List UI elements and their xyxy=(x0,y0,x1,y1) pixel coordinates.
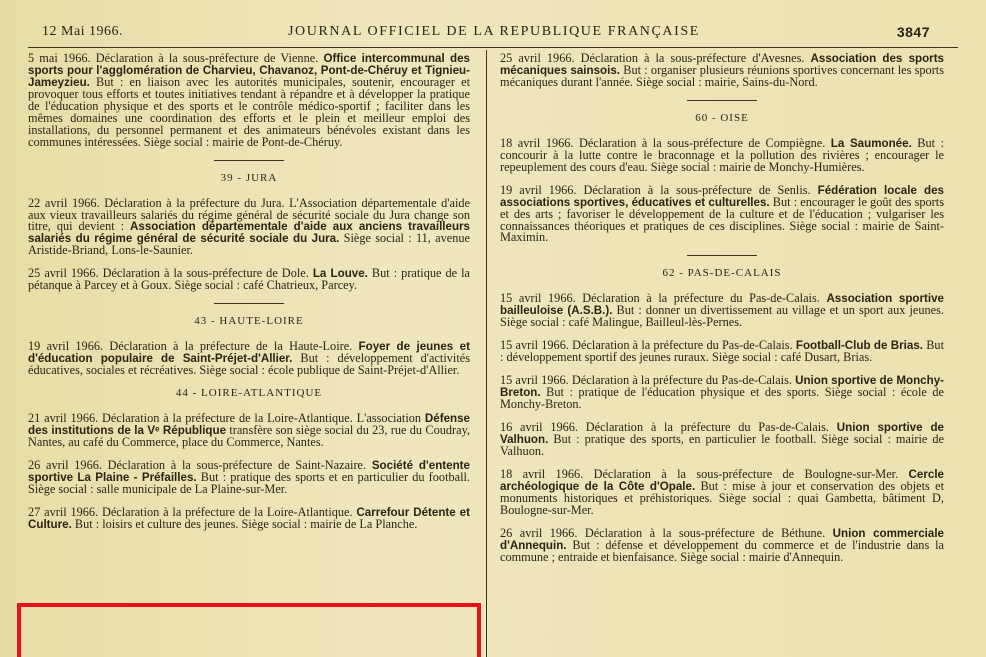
association-name: Office intercommunal des sports pour l'agglomération de Charvieu, Chavanoz, Pont-de-Chéruy et Tignieu-Jameyzieu. xyxy=(28,52,470,89)
association-name: Carrefour Détente et Culture. xyxy=(28,505,470,531)
entry-text: Siège social : 11, avenue Aristide-Briand, Lons-le-Saunier. xyxy=(28,231,470,258)
department-heading: 62 - PAS-DE-CALAIS xyxy=(662,267,782,280)
declaration-entry xyxy=(28,341,470,377)
entry-text: But : loisirs et culture des jeunes. Siège social : mairie de La Planche. xyxy=(71,516,418,531)
entry-text: But : donner un divertissement au village et un sport aux jeunes. Siège social : café Malingue, Bailleul-lès-Pernes. xyxy=(500,303,944,330)
declaration-entry xyxy=(500,135,944,174)
declaration-entry xyxy=(500,53,944,89)
department-heading: 44 - LOIRE-ATLANTIQUE xyxy=(175,387,323,400)
declaration-entry xyxy=(28,268,470,292)
entry-text: 19 avril 1966. Déclaration à la sous-préfecture de Senlis. xyxy=(500,182,818,197)
declaration-entry xyxy=(28,413,470,449)
column-separator xyxy=(486,50,487,657)
section-divider xyxy=(214,160,284,161)
section-divider xyxy=(687,100,757,101)
association-name: Fédération locale des associations sportives, éducatives et culturelles. xyxy=(500,183,945,209)
association-name: Association des sports mécaniques sainsois. xyxy=(500,52,944,77)
association-name: Défense des institutions de la Vᵉ République xyxy=(28,412,470,437)
entry-text: 15 avril 1966. Déclaration à la préfecture du Pas-de-Calais. xyxy=(500,338,796,353)
entry-text: But : développement sportif des jeunes ruraux. Siège social : café Dusart, Brias. xyxy=(500,338,944,365)
entry-text: But : mise à jour et conservation des objets et monuments historiques et préhistoriques. Siège social : quai Gambetta, bâtiment D, Boulogne-sur-Mer. xyxy=(500,478,944,517)
entry-text: But : défense et développement du commerce et de l'industrie dans la commune ; entraide et bienfaisance. Siège social : mairie d'Annequin. xyxy=(500,537,944,564)
association-name: Association sportive bailleuloise (A.S.B.). xyxy=(500,292,945,318)
entry-text: 25 avril 1966. Déclaration à la sous-préfecture de Dole. xyxy=(28,266,313,281)
entry-text: 27 avril 1966. Déclaration à la préfecture de la Loire-Atlantique. xyxy=(28,504,357,519)
entry-text: 15 avril 1966. Déclaration à la préfecture du Pas-de-Calais. xyxy=(500,373,796,388)
association-name: Union sportive de Monchy-Breton. xyxy=(500,374,945,400)
highlighted-declaration-entry xyxy=(28,504,470,531)
section-divider xyxy=(687,255,757,256)
declaration-entry xyxy=(500,293,944,329)
entry-text: 15 avril 1966. Déclaration à la préfecture du Pas-de-Calais. xyxy=(500,291,827,306)
declaration-entry xyxy=(28,53,470,149)
department-heading: 43 - HAUTE-LOIRE xyxy=(194,315,304,328)
entry-text: 5 mai 1966. Déclaration à la sous-préfecture de Vienne. xyxy=(28,51,324,65)
association-name: Cercle archéologique de la Côte d'Opale. xyxy=(500,467,944,493)
declaration-entry xyxy=(500,466,944,517)
entry-text: But : pratique de la pétanque à Parcey et à Goux. Siège social : café Chatrieux, Parcey. xyxy=(28,266,471,293)
association-name: La Saumonée. xyxy=(830,136,912,150)
declaration-entry xyxy=(28,457,470,496)
page-header xyxy=(0,24,986,46)
entry-text: 25 avril 1966. Déclaration à la sous-préfecture d'Avesnes. xyxy=(500,51,811,65)
entry-text: But : concourir à la lutte contre le braconnage et la pollution des rivières ; encourager le repeuplement des cours d'eau. Siège social : mairie de Monchy-Humières. xyxy=(500,135,944,174)
entry-text: 18 avril 1966. Déclaration à la sous-préfecture de Compiègne. xyxy=(500,135,831,150)
entry-text: 22 avril 1966. Déclaration à la préfecture du Jura. L'Association départementale d'aide aux vieux travailleurs salariés du régime général de sécurité sociale du Jura change son titre, qui devient : xyxy=(28,195,470,234)
declaration-entry xyxy=(500,422,944,458)
declaration-entry xyxy=(500,340,944,364)
highlight-box xyxy=(17,603,481,657)
declaration-entry xyxy=(500,525,944,564)
entry-text: But : pratique des sports, en particulier le football. Siège social : mairie de Valhuon. xyxy=(500,431,944,458)
left-column xyxy=(28,53,470,542)
entry-text: 26 avril 1966. Déclaration à la sous-préfecture de Saint-Nazaire. xyxy=(28,457,372,472)
entry-text: 21 avril 1966. Déclaration à la préfecture de la Loire-Atlantique. L'association xyxy=(28,411,425,426)
association-name: Société d'entente sportive La Plaine - Préfailles. xyxy=(28,458,470,484)
header-title: JOURNAL OFFICIEL DE LA REPUBLIQUE FRANÇAISE xyxy=(288,24,700,39)
declaration-entry xyxy=(28,195,471,258)
entry-text: 19 avril 1966. Déclaration à la préfecture de la Haute-Loire. xyxy=(28,339,359,354)
entry-text: transfère son siège social du 23, rue du Coudray, Nantes, au café du Commerce, place du Commerce, Nantes. xyxy=(28,422,470,449)
page-number: 3847 xyxy=(896,24,930,40)
entry-text: But : développement d'activités éducatives, sociales et récréatives. Siège social : école publique de Saint-Préjet-d'Allier. xyxy=(28,351,470,378)
association-name: Foyer de jeunes et d'éducation populaire de Saint-Préjet-d'Allier. xyxy=(28,340,470,366)
declaration-entry xyxy=(500,375,944,411)
entry-text: But : organiser plusieurs réunions sportives concernant les sports mécaniques durant l'année. Siège social : mairie, Sains-du-Nord. xyxy=(500,62,945,89)
entry-text: 16 avril 1966. Déclaration à la préfecture du Pas-de-Calais. xyxy=(500,420,837,435)
association-name: Union commerciale d'Annequin. xyxy=(500,526,944,552)
entry-text: But : pratique de l'éducation physique et des sports. Siège social : école de Monchy-Breton. xyxy=(500,385,944,412)
association-name: Football-Club de Brias. xyxy=(795,339,924,353)
header-rule xyxy=(28,47,958,48)
declaration-entry xyxy=(500,182,945,245)
department-heading: 60 - OISE xyxy=(695,111,749,124)
entry-text: But : en liaison avec les autorités municipales, soutenir, encourager et provoquer tous efforts et toutes initiatives tendant à répandre et à développer la pratique de l'éducation physique et des sports et le contrôle médico-sportif ; faciliter dans les mêmes domaines une coordination des efforts et le plein et meilleur emploi des installations, du personnel permanent et des animateurs bénévoles existant dans les communes intéressées. Siège social : mairie de Pont-de-Chéruy. xyxy=(28,74,470,149)
entry-text: 26 avril 1966. Déclaration à la sous-préfecture de Béthune. xyxy=(500,525,833,540)
section-divider xyxy=(214,303,284,304)
association-name: La Louve. xyxy=(312,267,368,281)
entry-text: But : encourager le goût des sports et des arts ; favoriser le développement de la culture et de l'éducation ; vulgariser les connaissances théoriques et pratiques de ces disciplines. Siège social : mairie de Saint-Maximin. xyxy=(500,194,944,245)
right-column xyxy=(500,53,944,575)
entry-text: But : pratique des sports et en particulier du football. Siège social : salle municipale de La Plaine-sur-Mer. xyxy=(28,469,470,496)
association-name: Union sportive de Valhuon. xyxy=(500,421,944,446)
department-heading: 39 - JURA xyxy=(220,171,278,184)
association-name: Association départementale d'aide aux anciens travailleurs salariés du régime général de sécurité sociale du Jura. xyxy=(28,220,471,246)
entry-text: 18 avril 1966. Déclaration à la sous-préfecture de Boulogne-sur-Mer. xyxy=(500,466,909,481)
header-date: 12 Mai 1966. xyxy=(42,24,124,39)
